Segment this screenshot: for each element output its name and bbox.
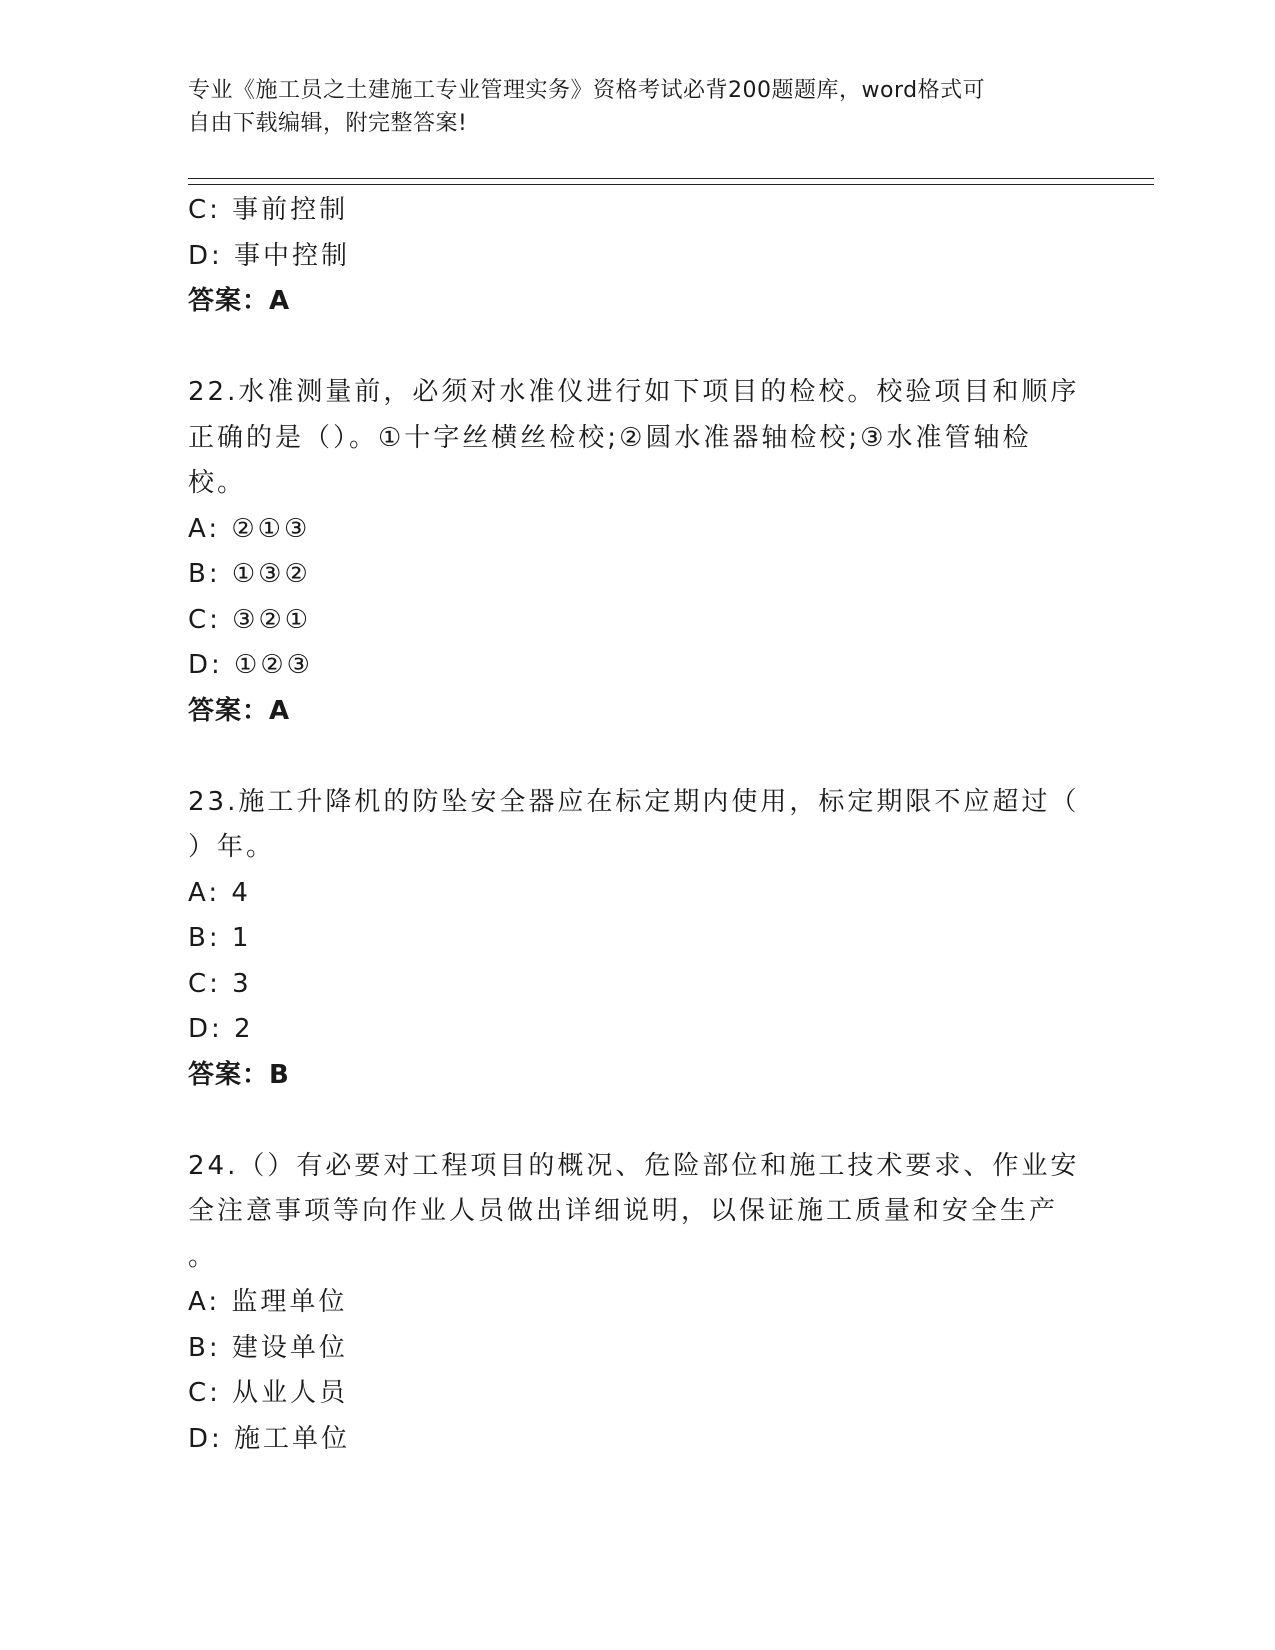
answer: 答案：A	[188, 286, 291, 316]
option-a: A: 监理单位	[188, 1287, 348, 1317]
option-a: A: 4	[188, 877, 251, 908]
question-content	[188, 188, 1088, 1462]
question-text-line: 22.水准测量前，必须对水准仪进行如下项目的检校。校验项目和顺序	[188, 377, 1080, 407]
question-text-line: 校。	[188, 468, 247, 498]
spacer	[188, 325, 1088, 371]
option-c: C: ③②①	[188, 604, 312, 635]
question-21-continued	[188, 188, 1088, 325]
question-text-line: 。	[188, 1241, 218, 1272]
question-24	[188, 1144, 1088, 1463]
question-23	[188, 780, 1088, 1099]
question-text-line: 23.施工升降机的防坠安全器应在标定期内使用，标定期限不应超过（	[188, 786, 1080, 817]
answer: 答案：A	[188, 695, 291, 726]
option-c: C: 事前控制	[188, 195, 349, 225]
option-d: D: ①②③	[188, 650, 313, 680]
question-text-line: 正确的是（）。①十字丝横丝检校;②圆水准器轴检校;③水准管轴检	[188, 422, 1032, 453]
question-text-line: ）年。	[188, 832, 276, 862]
option-b: B: 1	[188, 923, 252, 953]
option-b: B: 建设单位	[188, 1332, 348, 1363]
option-d: D: 2	[188, 1014, 254, 1044]
question-text-line: 全注意事项等向作业人员做出详细说明，以保证施工质量和安全生产	[188, 1196, 1059, 1226]
answer: 答案：B	[188, 1059, 290, 1090]
header-double-rule	[188, 178, 1154, 185]
option-d: D: 施工单位	[188, 1423, 351, 1454]
document-header	[188, 74, 1088, 140]
header-title-line-1: 专业《施工员之土建施工专业管理实务》资格考试必背200题题库，word格式可	[188, 78, 986, 103]
question-22	[188, 370, 1088, 734]
option-d: D: 事中控制	[188, 240, 351, 271]
spacer	[188, 1098, 1088, 1144]
option-c: C: 3	[188, 968, 252, 999]
header-title-line-2: 自由下载编辑，附完整答案!	[188, 111, 468, 136]
spacer	[188, 734, 1088, 780]
question-text-line: 24.（）有必要对工程项目的概况、危险部位和施工技术要求、作业安	[188, 1150, 1080, 1181]
option-c: C: 从业人员	[188, 1378, 349, 1408]
option-a: A: ②①③	[188, 513, 311, 544]
option-b: B: ①③②	[188, 559, 311, 589]
